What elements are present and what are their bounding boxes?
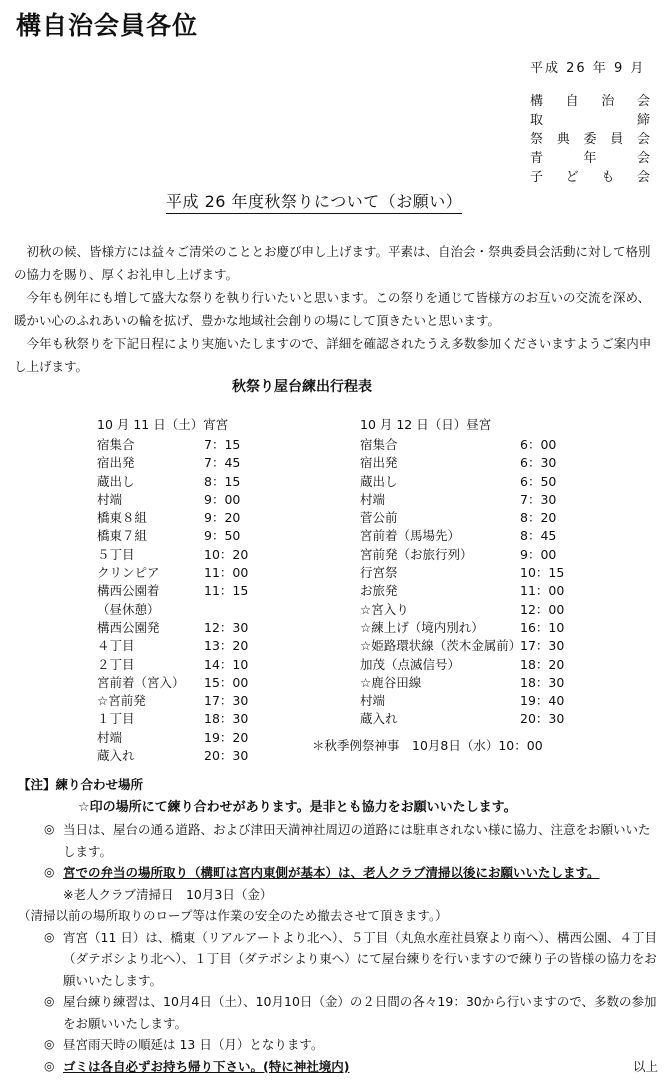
notes-sub: ☆印の場所にて練り合わせがあります。是非とも協力をお願いいたします。 [78, 800, 517, 815]
note-text: 宮での弁当の場所取り（構町は宮内東側が基本）は、老人クラブ清掃以後にお願いいたします。 [63, 865, 600, 880]
organization-char: 員 [610, 132, 624, 147]
schedule-row [97, 601, 247, 619]
schedule-row [360, 710, 575, 728]
schedule-row [360, 473, 575, 491]
schedule-row [97, 527, 247, 545]
schedule-time: 20：30 [204, 748, 249, 764]
schedule-time: 6：30 [520, 455, 557, 471]
bullet-icon: ◎ [44, 1037, 55, 1051]
schedule-place: 宿集合 [360, 437, 398, 452]
organization-char: ど [565, 170, 579, 185]
schedule-time: 8：20 [520, 510, 557, 526]
schedule-day2 [360, 414, 575, 729]
schedule-row [360, 527, 575, 545]
schedule-place: 村端 [97, 491, 123, 507]
schedule-row [360, 656, 575, 674]
schedule-row [360, 491, 575, 509]
schedule-time: 9：20 [204, 510, 241, 526]
note-text: ※老人クラブ清掃日 10月3日（金） [63, 886, 273, 902]
note-subline [18, 905, 658, 927]
schedule-place: 村端 [97, 729, 123, 745]
organization-name [530, 149, 650, 168]
schedule-time: 7：30 [520, 491, 557, 507]
schedule-row [97, 710, 247, 728]
organization-char: 会 [636, 170, 650, 185]
organization-char: 青 [530, 151, 544, 166]
schedule-row [97, 564, 247, 582]
schedule-row [360, 637, 575, 655]
schedule-row [360, 509, 575, 527]
organization-char: 締 [636, 113, 650, 128]
note-item [18, 862, 658, 884]
schedule-place: 村端 [360, 693, 386, 709]
schedule-place: （昼休憩） [97, 601, 160, 617]
schedule-place: 蔵出し [97, 473, 135, 489]
schedule-place: ５丁目 [97, 546, 135, 562]
note-item [18, 991, 658, 1034]
schedule-row [97, 509, 247, 527]
organization-char: 自 [565, 94, 579, 109]
organization-char: 典 [556, 132, 570, 147]
schedule-time: 14：10 [204, 656, 249, 672]
notes-section [18, 775, 658, 1077]
schedule-place: 蔵入れ [97, 748, 135, 764]
intro-text [14, 240, 654, 378]
note-item [18, 927, 658, 992]
note-subline [18, 884, 658, 906]
bullet-icon: ◎ [44, 822, 55, 836]
schedule-day1 [97, 414, 247, 765]
schedule-row [97, 436, 247, 454]
schedule-row [97, 491, 247, 509]
schedule-place: 宿出発 [360, 455, 398, 471]
note-text: （清掃以前の場所取りのロープ等は作業の安全のため撤去させて頂きます。） [18, 908, 448, 923]
organization-char: 委 [583, 132, 597, 147]
schedule-place: 宿集合 [97, 437, 135, 452]
schedule-place: 構西公園発 [97, 619, 160, 635]
schedule-place: 宮前着（宮入） [97, 674, 185, 690]
schedule-place: 宮前発（お旅行列） [360, 546, 473, 562]
schedule-row [360, 564, 575, 582]
ritual-note: ＊秋季例祭神事 10月8日（水）10：00 [312, 738, 543, 753]
closing-mark: 以上 [632, 1058, 658, 1074]
organization-name [530, 111, 650, 130]
schedule-time: 10：20 [204, 546, 249, 562]
schedule-time: 11：00 [520, 583, 565, 599]
schedule-time: 19：40 [520, 693, 565, 709]
organization-char: 年 [583, 151, 597, 166]
note-text: 屋台練り練習は、10月4日（土）、10月10日（金）の２日間の各々19：30から行いますので、多数の参加をお願いいたします。 [63, 994, 657, 1031]
schedule-place: ☆鹿谷田線 [360, 674, 422, 690]
schedule-row [360, 674, 575, 692]
schedule-time: 8：15 [204, 473, 241, 489]
schedule-place: ☆姫路環状線（茨木金属前） [360, 638, 522, 654]
intro-paragraph: 今年も例年にも増して盛大な祭りを執り行いたいと思います。この祭りを通じて皆様方のお互いの交流を深め、暖かい心のふれあいの輪を拡げ、豊かな地域社会創りの場にして頂きたいと思います。 [14, 290, 651, 328]
schedule-time: 9：00 [204, 491, 241, 507]
schedule-row [97, 637, 247, 655]
organization-char: 会 [636, 94, 650, 109]
organization-char: 構 [530, 94, 544, 109]
schedule-place: クリンピア [97, 565, 160, 581]
schedule-time: 6：50 [520, 473, 557, 489]
note-item [18, 1034, 658, 1056]
schedule-row [360, 582, 575, 600]
schedule-place: 構西公園着 [97, 583, 160, 599]
schedule-place: 加茂（点滅信号） [360, 656, 461, 672]
schedule-place: お旅発 [360, 583, 398, 599]
schedule-time: 9：50 [204, 528, 241, 544]
organization-char: 会 [636, 132, 650, 147]
schedule-row [360, 546, 575, 564]
organization-char: 治 [601, 94, 615, 109]
bullet-icon: ◎ [44, 865, 55, 879]
schedule-place: 蔵出し [360, 473, 398, 489]
schedule-row [97, 473, 247, 491]
organization-char: 会 [636, 151, 650, 166]
schedule-time: 18：30 [520, 674, 565, 690]
schedule-place: ☆宮前発 [97, 693, 146, 709]
bullet-icon: ◎ [44, 1058, 55, 1073]
schedule-row [360, 619, 575, 637]
schedule-time: 17：30 [204, 693, 249, 709]
schedule-time: 16：10 [520, 619, 565, 635]
schedule-time: 6：00 [520, 437, 557, 452]
schedule-row [97, 454, 247, 472]
note-text: ゴミは各自必ずお持ち帰り下さい。(特に神社境内) [63, 1058, 350, 1074]
schedule-row [97, 729, 247, 747]
schedule-place: ☆宮入り [360, 601, 409, 617]
schedule-time: 12：30 [204, 619, 249, 635]
schedule-row [360, 601, 575, 619]
schedule-place: 蔵入れ [360, 711, 398, 727]
intro-paragraph: 初秋の候、皆様方には益々ご清栄のこととお慶び申し上げます。平素は、自治会・祭典委員会活動に対して格別の協力を賜り、厚くお礼申し上げます。 [14, 244, 651, 282]
schedule-time: 17：30 [520, 638, 565, 654]
schedule-place: １丁目 [97, 711, 135, 727]
organization-name [530, 168, 650, 187]
intro-paragraph: 今年も秋祭りを下記日程により実施いたしますので、詳細を確認されたうえ多数参加くださいますようご案内申し上げます。 [14, 336, 652, 374]
organization-char: も [601, 170, 615, 185]
schedule-row [360, 692, 575, 710]
schedule-time: 12：00 [520, 601, 565, 617]
heading: 構自治会員各位 [16, 11, 199, 40]
schedule-time: 10：15 [520, 565, 565, 581]
schedule-time: 11：15 [204, 583, 249, 599]
note-text: 昼宮雨天時の順延は 13 日（月）となります。 [63, 1037, 324, 1052]
schedule-place: 宮前着（馬場先） [360, 528, 461, 544]
schedule-time: 9：00 [520, 546, 557, 562]
bullet-icon: ◎ [44, 929, 55, 944]
schedule-row [97, 656, 247, 674]
note-item [18, 1056, 658, 1078]
note-text: 宵宮（11 日）は、橋東（リアルアートより北へ）、５丁目（丸魚水産社員寮より南へ）、構西公園、４丁目（ダテボシより北へ）、１丁目（ダテボシより東へ）にて屋台練りを行いますので練り子の皆様の協力をお願いいたします。 [63, 929, 658, 988]
date: 平成 26 年 9 月 [530, 61, 646, 76]
note-item [18, 819, 658, 862]
schedule-row [97, 747, 247, 765]
note-text: 当日は、屋台の通る道路、および津田天満神社周辺の道路には駐車されない様に協力、注意をお願いいたします。 [63, 822, 651, 859]
day1-header: 10 月 11 日（土）宵宮 [97, 417, 229, 432]
schedule-time: 11：00 [204, 565, 249, 581]
schedule-place: ４丁目 [97, 638, 135, 654]
schedule-place: 村端 [360, 491, 386, 507]
schedule-row [97, 546, 247, 564]
schedule-place: 菅公前 [360, 510, 398, 526]
schedule-time: 20：30 [520, 711, 565, 727]
schedule-time: 8：45 [520, 528, 557, 544]
schedule-place: 橋東７組 [97, 528, 148, 544]
organization-char: 祭 [530, 132, 544, 147]
schedule-row [97, 692, 247, 710]
bullet-icon: ◎ [44, 994, 55, 1008]
schedule-place: ☆練上げ（境内別れ） [360, 619, 484, 635]
document-title: 平成 26 年度秋祭りについて（お願い） [166, 189, 462, 214]
schedule-time: 13：20 [204, 638, 249, 654]
schedule-place: 宿出発 [97, 455, 135, 471]
organization-name [530, 92, 650, 111]
schedule-place: ２丁目 [97, 656, 135, 672]
organization-name [530, 130, 650, 149]
schedule-place: 橋東８組 [97, 510, 148, 526]
schedule-time: 7：15 [204, 437, 241, 452]
organization-char: 取 [530, 113, 544, 128]
schedule-time: 18：30 [204, 711, 249, 727]
schedule-time: 7：45 [204, 455, 241, 471]
schedule-row [97, 582, 247, 600]
notes-label: 【注】練り合わせ場所 [18, 777, 144, 792]
schedule-place: 行宮祭 [360, 565, 398, 581]
schedule-time: 15：00 [204, 674, 249, 690]
schedule-row [360, 454, 575, 472]
day2-header: 10 月 12 日（日）昼宮 [360, 417, 492, 432]
schedule-row [97, 619, 247, 637]
schedule-time: 19：20 [204, 729, 249, 745]
organization-char: 子 [530, 170, 544, 185]
organization-list [530, 92, 650, 187]
schedule-title: 秋祭り屋台練出行程表 [232, 379, 372, 395]
schedule-time: 18：20 [520, 656, 565, 672]
schedule-row [97, 674, 247, 692]
schedule-row [360, 436, 575, 454]
